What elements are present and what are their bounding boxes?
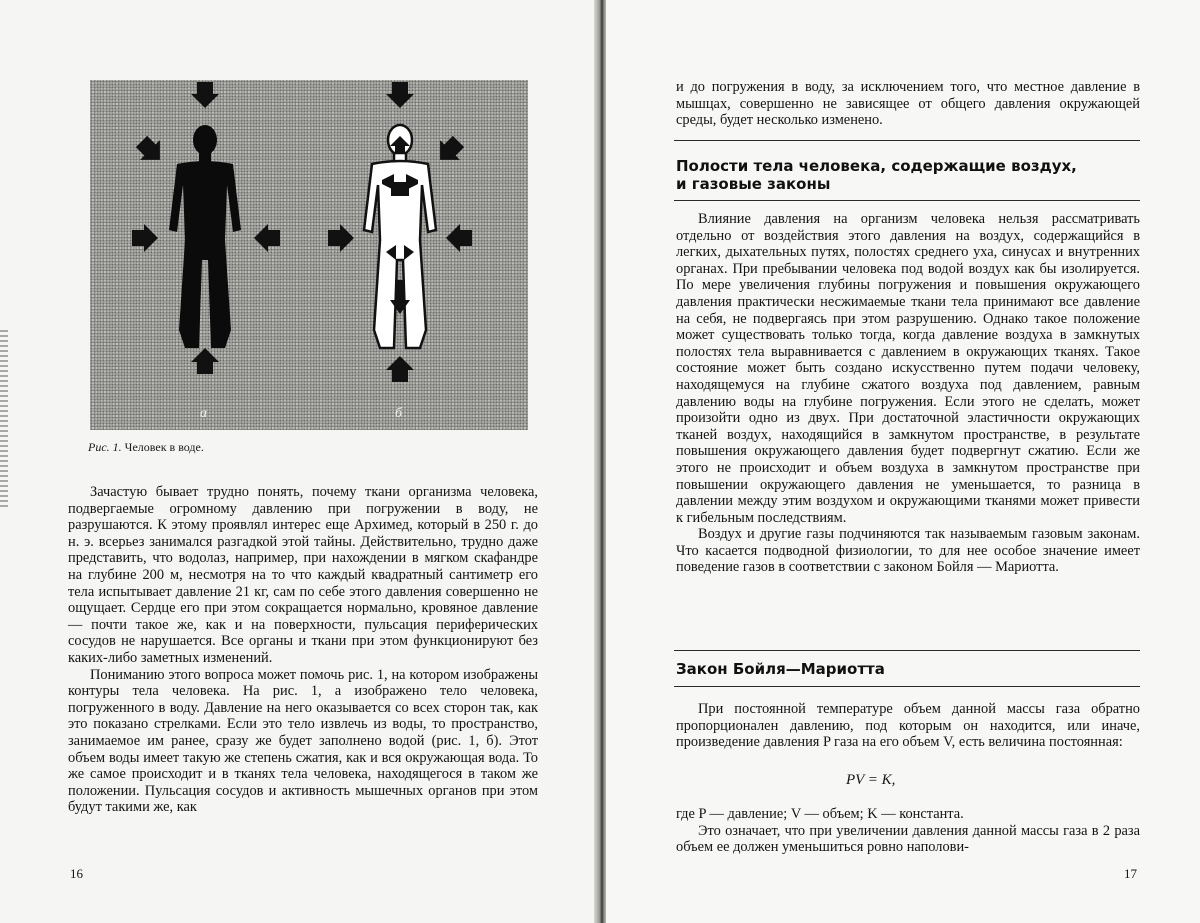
arrow-up-icon	[386, 356, 414, 382]
divider	[674, 686, 1140, 687]
arrow-left-icon	[254, 224, 280, 252]
arrow-diagonal-icon	[132, 132, 170, 170]
figure-human-in-water	[90, 80, 528, 430]
paragraph: Это означает, что при увеличении давления данной массы газа в 2 раза объем ее должен уменьшиться ровно наполови-	[676, 822, 1140, 856]
figure-illustration	[90, 80, 528, 430]
divider	[674, 140, 1140, 141]
caption-number: Рис. 1.	[88, 440, 122, 454]
figure-label-a: а	[200, 406, 207, 421]
arrow-down-icon	[191, 82, 219, 108]
formula-legend: где P — давление; V — объем; K — константа.	[676, 806, 964, 822]
continued-text	[676, 79, 1140, 129]
divider	[674, 650, 1140, 651]
paragraph: и до погружения в воду, за исключением того, что местное давление в мышцах, совершенно не зависящее от общего давления окружающей среды, будет несколько изменено.	[676, 79, 1140, 129]
arrow-diagonal-icon	[430, 132, 468, 170]
paragraph: Влияние давления на организм человека нельзя рассматривать отдельно от воздействия этого давления на воздух, содержащийся в легких, дыхательных путях, полостях среднего уха, синусах и внутренних органах. При пребывании человека под водой воздух как бы изолируется. По мере увеличения глубины погружения и повышения окружающего давления практически несжимаемые ткани тела принимают все давление на себя, не подвергаясь при этом разрушению. Однако такое положение может существовать только тогда, когда давление воздуха в замкнутых полостях тела выравнивается с давлением в окружающих тканях. Такое состояние может быть создано искусственно путем подачи человеку, находящемуся на глубине сжатого воздуха под давлением, равным давлению воды на глубине погружения. Если этого не сделать, может произойти одно из двух. При достаточной эластичности окружающих тканей воздух, находящийся в замкнутом пространстве, в результате повышения окружающего давления будет подвергнут сжатию. Если же этого не происходит и объем воздуха в замкнутом пространстве при повышении окружающего давления не уменьшается, то разница в давлении между этим воздухом и окружающими тканями может привести к гибельным последствиям.	[676, 211, 1140, 526]
silhouette-b	[364, 125, 436, 348]
arrow-up-icon	[191, 348, 219, 374]
paragraph: При постоянной температуре объем данной массы газа обратно пропорционален давлению, под которым он находится, или иначе, произведение давления P газа на его объем V, есть величина постоянная:	[676, 701, 1140, 751]
arrow-left-icon	[446, 224, 472, 252]
paragraph: Воздух и другие газы подчиняются так называемым газовым законам. Что касается подводной физиологии, то для нее особое значение имеет поведение газов в соответствии с законом Бойля — Мариотта.	[676, 526, 1140, 576]
silhouette-a	[169, 125, 241, 348]
page-number-left: 16	[70, 866, 83, 881]
heading-line: и газовые законы	[676, 175, 831, 193]
divider	[674, 200, 1140, 201]
left-body-text	[68, 484, 538, 816]
section2-continuation	[676, 806, 1140, 856]
arrow-down-icon	[386, 82, 414, 108]
arrow-right-icon	[132, 224, 158, 252]
figure-caption	[88, 440, 204, 455]
section-heading-1	[676, 157, 1140, 193]
figure-label-b: б	[395, 406, 403, 421]
section2-body	[676, 701, 1140, 751]
page-edge-shadow	[0, 330, 8, 510]
paragraph: Пониманию этого вопроса может помочь рис. 1, на котором изображены контуры тела человека. На рис. 1, а изображено тело человека, погруженного в воду. Давление на него оказывается со всех сторон так, как это показано стрелками. Если это тело извлечь из воды, то пространство, занимаемое им ранее, сразу же будет заполнено водой (рис. 1, б). Этот объем воды имеет такую же степень сжатия, как и вся окружающая вода. То же самое происходит и в тканях тела человека, находящегося в таком же положении. Пульсация сосудов и активность мышечных органов при этом будут такими же, как	[68, 666, 538, 816]
paragraph: Зачастую бывает трудно понять, почему ткани организма человека, подвергаемые огромному давлению при погружении в воду, не разрушаются. К этому проявлял интерес еще Архимед, который в 250 г. до н. э. всерьез занимался разгадкой этой тайны. Действительно, трудно даже представить, что водолаз, например, при нахождении в мягком скафандре на глубине 200 м, несмотря на то что каждый квадратный сантиметр его тела испытывает давление 21 кг, сам по себе этого давления совершенно не ощущает. Сердце его при этом сокращается нормально, кровяное давление — почти такое же, как и на поверхности, пульсация периферических сосудов не нарушается. Все органы и ткани при этом функционируют без каких-либо заметных изменений.	[68, 484, 538, 666]
section1-body	[676, 211, 1140, 576]
arrow-right-icon	[328, 224, 354, 252]
caption-text: Человек в воде.	[124, 440, 204, 454]
heading-line: Полости тела человека, содержащие воздух,	[676, 157, 1077, 175]
section-heading-2: Закон Бойля—Мариотта	[676, 660, 885, 678]
formula: PV = K,	[846, 772, 896, 788]
page-number-right: 17	[1124, 866, 1137, 881]
